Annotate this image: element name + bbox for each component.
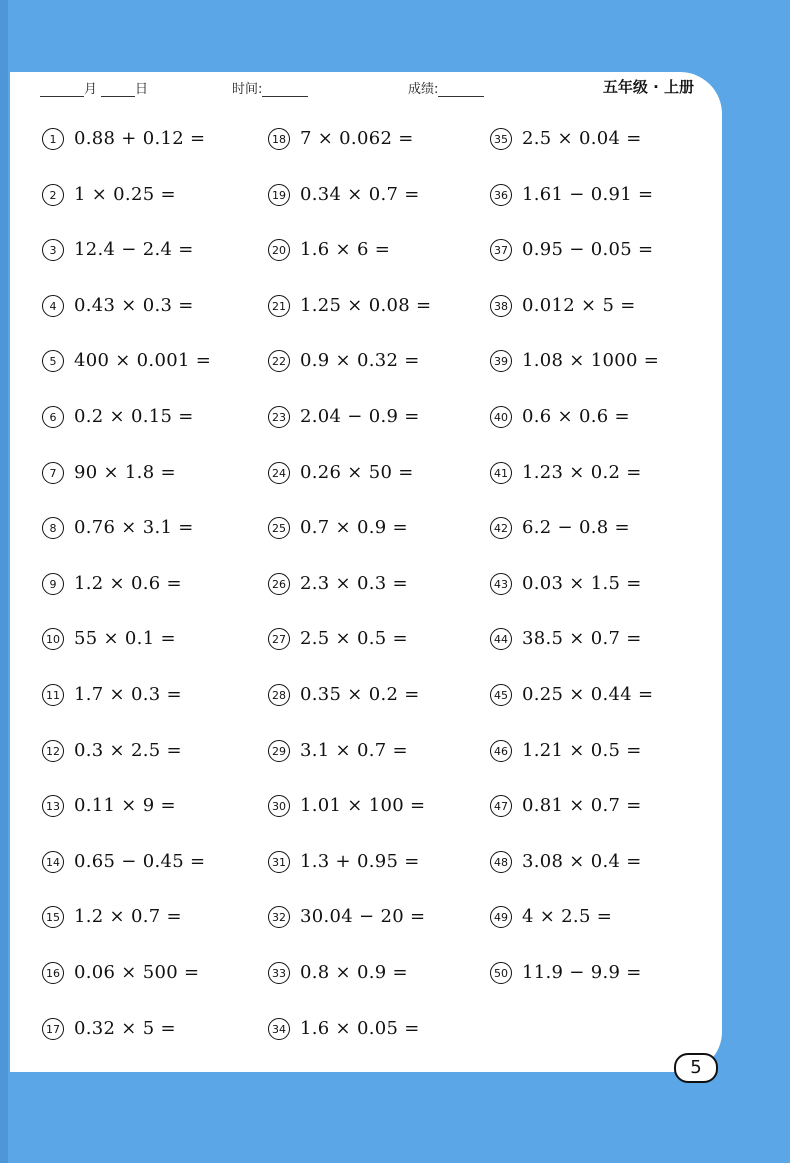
problem-expression: 0.34 × 0.7 =	[300, 183, 420, 205]
score-label: 成绩:	[408, 82, 439, 97]
problem-number: 18	[268, 128, 290, 150]
problem-expression: 0.76 × 3.1 =	[74, 517, 194, 539]
problem-number: 43	[490, 573, 512, 595]
problem-expression: 1 × 0.25 =	[74, 183, 176, 205]
problem-expression: 1.21 × 0.5 =	[522, 739, 642, 761]
problem-number: 12	[42, 740, 64, 762]
problem-expression: 1.25 × 0.08 =	[300, 294, 432, 316]
problem-expression: 2.5 × 0.5 =	[300, 628, 408, 650]
time-blank[interactable]	[262, 84, 308, 97]
problem-number: 50	[490, 962, 512, 984]
problem-item	[490, 960, 642, 986]
problem-number: 15	[42, 906, 64, 928]
problem-expression: 0.11 × 9 =	[74, 795, 176, 817]
problem-item	[42, 126, 205, 152]
problem-number: 19	[268, 184, 290, 206]
problem-expression: 0.6 × 0.6 =	[522, 406, 630, 427]
problem-expression: 0.06 × 500 =	[74, 962, 200, 983]
problem-item	[42, 404, 194, 430]
problem-item	[42, 293, 194, 319]
problem-item	[42, 571, 182, 597]
problem-item	[268, 460, 414, 486]
problem-number: 49	[490, 906, 512, 928]
problem-item	[42, 682, 182, 708]
problem-expression: 38.5 × 0.7 =	[522, 628, 642, 650]
month-blank[interactable]	[40, 84, 84, 97]
problem-expression: 3.08 × 0.4 =	[522, 850, 642, 872]
problem-expression: 90 × 1.8 =	[74, 461, 176, 483]
problem-expression: 0.2 × 0.15 =	[74, 406, 194, 427]
score-blank[interactable]	[438, 84, 484, 97]
problem-expression: 0.32 × 5 =	[74, 1017, 176, 1039]
problem-item	[490, 738, 642, 764]
problem-number: 26	[268, 573, 290, 595]
problem-item	[268, 960, 408, 986]
worksheet-header	[10, 72, 722, 108]
problem-expression: 30.04 − 20 =	[300, 906, 426, 928]
problem-item	[268, 849, 420, 875]
problem-item	[268, 571, 408, 597]
problem-expression: 400 × 0.001 =	[74, 350, 212, 372]
problem-item	[42, 182, 176, 208]
problem-item	[268, 904, 425, 930]
problem-number: 32	[268, 906, 290, 928]
problem-expression: 0.8 × 0.9 =	[300, 962, 408, 983]
problem-item	[42, 793, 176, 819]
problem-number: 21	[268, 295, 290, 317]
problem-number: 37	[490, 239, 512, 261]
problem-expression: 2.04 − 0.9 =	[300, 406, 420, 427]
problem-item	[268, 793, 425, 819]
problem-item	[268, 237, 390, 263]
score-field	[408, 78, 484, 97]
problem-number: 35	[490, 128, 512, 150]
problem-item	[42, 237, 194, 263]
problem-expression: 1.6 × 0.05 =	[300, 1017, 420, 1039]
problem-number: 5	[42, 350, 64, 372]
problem-number: 11	[42, 684, 64, 706]
problem-number: 20	[268, 239, 290, 261]
problem-item	[268, 682, 420, 708]
problem-expression: 1.61 − 0.91 =	[522, 183, 654, 205]
problem-expression: 1.23 × 0.2 =	[522, 461, 642, 483]
problem-expression: 0.35 × 0.2 =	[300, 684, 420, 705]
problem-number: 24	[268, 462, 290, 484]
problem-number: 2	[42, 184, 64, 206]
problem-item	[268, 348, 420, 374]
problem-expression: 2.5 × 0.04 =	[522, 128, 642, 149]
problem-item	[490, 849, 642, 875]
problem-number: 46	[490, 740, 512, 762]
problem-number: 1	[42, 128, 64, 150]
problem-item	[490, 904, 612, 930]
problem-item	[490, 237, 653, 263]
problem-item	[490, 460, 642, 486]
problem-number: 31	[268, 851, 290, 873]
problem-number: 38	[490, 295, 512, 317]
problem-item	[268, 626, 408, 652]
problem-number: 48	[490, 851, 512, 873]
problem-number: 4	[42, 295, 64, 317]
problem-number: 47	[490, 795, 512, 817]
problem-item	[268, 738, 408, 764]
problem-expression: 0.3 × 2.5 =	[74, 739, 182, 761]
problem-number: 6	[42, 406, 64, 428]
problem-expression: 12.4 − 2.4 =	[74, 239, 194, 261]
problem-item	[42, 515, 194, 541]
problem-number: 39	[490, 350, 512, 372]
time-field	[232, 78, 308, 97]
page-number: 5	[674, 1053, 718, 1083]
problem-item	[490, 293, 636, 319]
problem-item	[42, 348, 211, 374]
problem-expression: 11.9 − 9.9 =	[522, 962, 642, 983]
time-label: 时间:	[232, 82, 263, 97]
problem-item	[268, 515, 408, 541]
page-edge	[0, 0, 8, 1163]
problem-number: 3	[42, 239, 64, 261]
problem-number: 27	[268, 628, 290, 650]
problem-expression: 3.1 × 0.7 =	[300, 739, 408, 761]
problem-number: 45	[490, 684, 512, 706]
problem-number: 17	[42, 1018, 64, 1040]
problem-expression: 1.3 + 0.95 =	[300, 850, 420, 872]
problem-number: 33	[268, 962, 290, 984]
problem-expression: 0.88 + 0.12 =	[74, 128, 206, 149]
problem-number: 41	[490, 462, 512, 484]
problem-item	[42, 460, 176, 486]
problem-expression: 2.3 × 0.3 =	[300, 572, 408, 594]
problem-number: 34	[268, 1018, 290, 1040]
problem-number: 22	[268, 350, 290, 372]
problem-expression: 0.9 × 0.32 =	[300, 350, 420, 372]
problem-item	[490, 682, 653, 708]
problem-number: 28	[268, 684, 290, 706]
problem-item	[490, 626, 642, 652]
problem-expression: 4 × 2.5 =	[522, 906, 613, 928]
problem-item	[490, 348, 659, 374]
problem-expression: 0.43 × 0.3 =	[74, 294, 194, 316]
problem-expression: 0.26 × 50 =	[300, 461, 414, 483]
problem-item	[490, 793, 642, 819]
problem-item	[42, 1016, 176, 1042]
problem-item	[490, 571, 642, 597]
problem-number: 30	[268, 795, 290, 817]
problem-item	[42, 626, 176, 652]
problem-number: 10	[42, 628, 64, 650]
problem-number: 23	[268, 406, 290, 428]
problem-number: 9	[42, 573, 64, 595]
problem-expression: 0.65 − 0.45 =	[74, 850, 206, 872]
problem-expression: 1.01 × 100 =	[300, 795, 426, 817]
problem-number: 36	[490, 184, 512, 206]
problem-item	[490, 515, 630, 541]
problem-expression: 1.08 × 1000 =	[522, 350, 660, 372]
problem-number: 16	[42, 962, 64, 984]
problem-expression: 1.2 × 0.6 =	[74, 572, 182, 594]
problem-expression: 1.6 × 6 =	[300, 239, 391, 261]
problem-number: 29	[268, 740, 290, 762]
problem-number: 42	[490, 517, 512, 539]
problem-expression: 0.95 − 0.05 =	[522, 239, 654, 261]
problem-item	[490, 404, 630, 430]
problem-item	[42, 960, 199, 986]
month-label: 月	[84, 82, 98, 97]
problem-item	[268, 293, 431, 319]
problem-item	[490, 182, 653, 208]
problem-expression: 6.2 − 0.8 =	[522, 517, 630, 539]
day-label: 日	[135, 82, 149, 97]
problem-item	[42, 849, 205, 875]
problem-item	[268, 126, 414, 152]
date-field	[40, 78, 148, 97]
problem-expression: 1.2 × 0.7 =	[74, 906, 182, 928]
problem-expression: 1.7 × 0.3 =	[74, 684, 182, 705]
problem-item	[268, 1016, 420, 1042]
problem-number: 25	[268, 517, 290, 539]
problem-number: 14	[42, 851, 64, 873]
problem-number: 8	[42, 517, 64, 539]
problem-expression: 7 × 0.062 =	[300, 128, 414, 149]
problem-number: 13	[42, 795, 64, 817]
grade-label: 五年级 · 上册	[602, 78, 694, 96]
problem-expression: 0.012 × 5 =	[522, 294, 636, 316]
problem-item	[42, 738, 182, 764]
day-blank[interactable]	[101, 84, 135, 97]
problem-expression: 0.7 × 0.9 =	[300, 517, 408, 539]
problem-expression: 0.81 × 0.7 =	[522, 795, 642, 817]
problem-number: 40	[490, 406, 512, 428]
problem-number: 7	[42, 462, 64, 484]
problem-expression: 55 × 0.1 =	[74, 628, 176, 650]
problem-item	[490, 126, 642, 152]
problem-item	[268, 182, 420, 208]
problem-item	[42, 904, 182, 930]
problem-item	[268, 404, 420, 430]
problem-expression: 0.03 × 1.5 =	[522, 572, 642, 594]
problem-expression: 0.25 × 0.44 =	[522, 684, 654, 705]
problem-number: 44	[490, 628, 512, 650]
